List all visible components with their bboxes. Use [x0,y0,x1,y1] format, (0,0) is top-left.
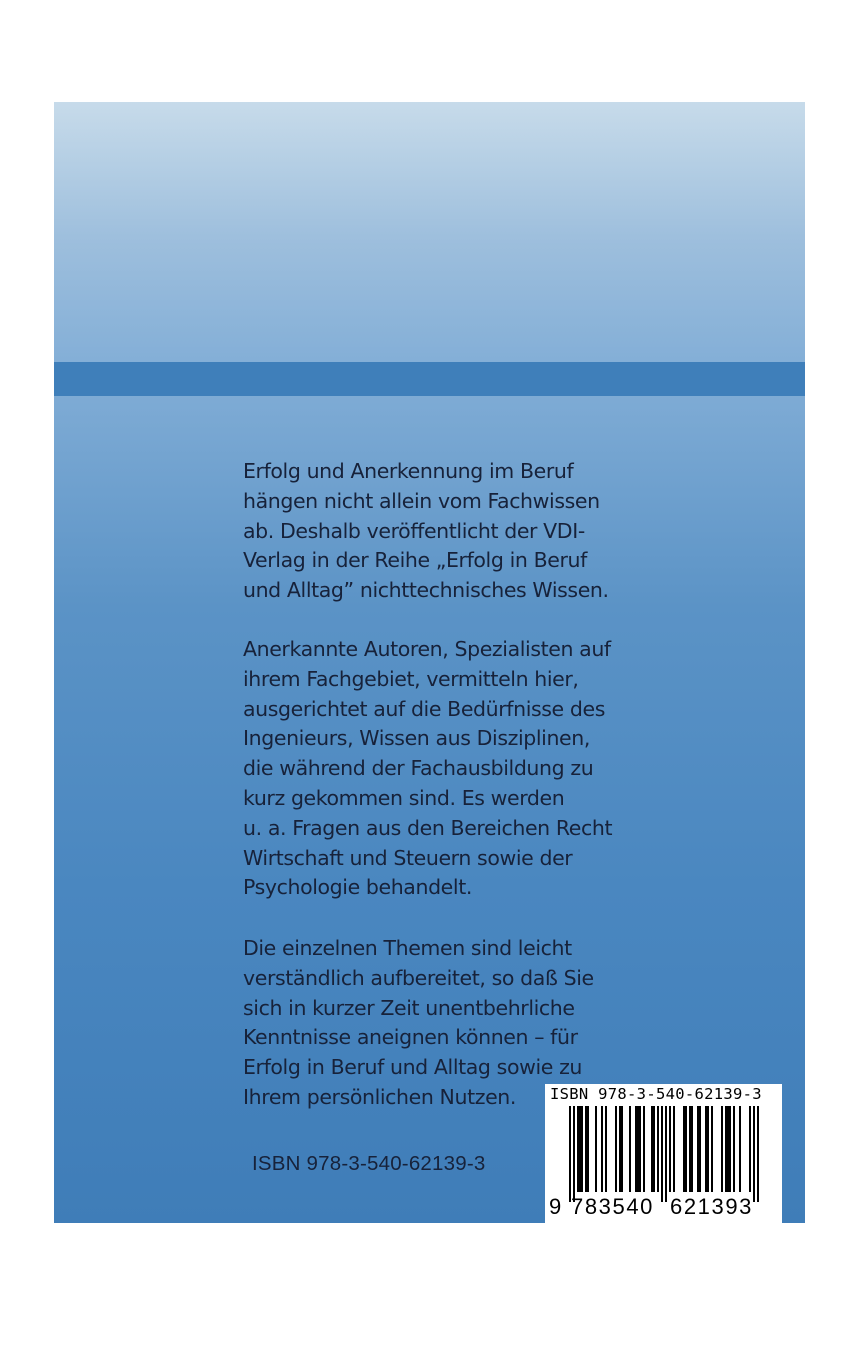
barcode-bar [581,1106,583,1192]
barcode-bar [753,1106,755,1202]
barcode-bar [579,1106,581,1192]
barcode-bar [651,1106,653,1192]
barcode-bar [733,1106,735,1192]
back-cover [54,102,805,1223]
barcode-bar [665,1106,667,1202]
barcode-bar [569,1106,571,1202]
barcode-bar [619,1106,621,1192]
barcode-bar [721,1106,723,1192]
barcode-bar [657,1106,659,1192]
blurb-paragraph-3: Die einzelnen Themen sind leicht verständlich aufbereitet, so daß Sie sich in kurzer Zeit unentbehrliche Kenntnisse aneignen können – für Erfolg in Beruf und Alltag sowie zu Ihrem persönlichen Nutzen. [243,936,594,1109]
barcode-bar [629,1106,631,1192]
barcode-bar [595,1106,597,1192]
barcode-isbn-label: ISBN 978-3-540-62139-3 [550,1085,762,1103]
barcode-bar [685,1106,687,1192]
barcode [545,1084,782,1224]
barcode-bar [739,1106,741,1192]
barcode-bar [705,1106,707,1192]
barcode-bar [711,1106,713,1192]
barcode-bar [697,1106,699,1192]
barcode-bar [699,1106,701,1192]
barcode-bar [639,1106,641,1192]
barcode-bar [573,1106,575,1202]
barcode-bar [605,1106,607,1192]
barcode-bar [661,1106,663,1202]
barcode-bar [587,1106,589,1192]
barcode-bar [749,1106,751,1192]
barcode-bar [601,1106,603,1192]
barcode-bar [585,1106,587,1192]
barcode-bar [621,1106,623,1192]
barcode-bar [669,1106,671,1192]
barcode-bar [653,1106,655,1192]
barcode-bar [725,1106,727,1192]
barcode-bar [683,1106,685,1192]
barcode-bar [643,1106,645,1192]
barcode-digits-right: 621393 [670,1194,754,1219]
barcode-bar [673,1106,675,1192]
barcode-bar [727,1106,729,1192]
barcode-bar [577,1106,579,1192]
barcode-bar [689,1106,691,1192]
blurb-paragraph-2: Anerkannte Autoren, Spezialisten auf ihrem Fachgebiet, vermitteln hier, ausgerichtet auf die Bedürfnisse des Ingenieurs, Wissen aus Disziplinen, die während der Fachausbildung zu kurz gekommen sind. Es werden u. a. Fragen aus den Bereichen Recht Wirtschaft und Steuern sowie der Psychologie behandelt. [243,637,613,900]
barcode-bar [615,1106,617,1192]
isbn-label: ISBN 978-3-540-62139-3 [252,1152,486,1175]
barcode-bar [691,1106,693,1192]
barcode-digit-first: 9 [549,1194,562,1219]
barcode-bar [707,1106,709,1192]
barcode-bar [729,1106,731,1192]
barcode-digits-left: 783540 [571,1194,655,1219]
barcode-bar [637,1106,639,1192]
blurb-paragraph-1: Erfolg und Anerkennung im Beruf hängen nicht allein vom Fachwissen ab. Deshalb veröffentlicht der VDI- Verlag in der Reihe „Erfolg in Beruf und Alltag” nichttechnisches Wissen. [243,459,609,603]
cover-stripe [54,362,805,396]
barcode-bar [757,1106,759,1202]
barcode-bar [635,1106,637,1192]
